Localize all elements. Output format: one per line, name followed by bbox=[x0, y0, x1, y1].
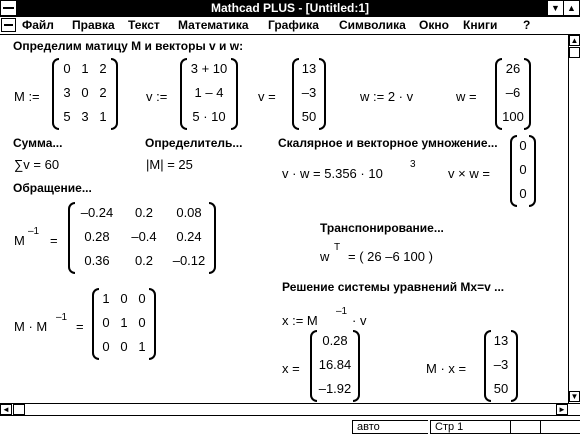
menu-file[interactable]: Файл bbox=[22, 18, 54, 32]
matrix-m-inverse: –0.24 0.2 0.08 0.28 –0.4 0.24 0.36 0.2 –0.12 bbox=[68, 202, 216, 274]
document-menu-icon[interactable] bbox=[1, 18, 16, 32]
x-eval-label: x = bbox=[282, 361, 300, 376]
minimize-icon[interactable]: ▼ bbox=[548, 1, 563, 15]
cross-product-result: 0 0 0 bbox=[510, 135, 536, 207]
menu-books[interactable]: Книги bbox=[463, 18, 498, 32]
mmi-lhs: M · M bbox=[14, 319, 48, 334]
scroll-up-icon[interactable]: ▲ bbox=[570, 36, 579, 45]
vector-v-definition: 3 + 10 1 – 4 5 · 10 bbox=[180, 58, 238, 130]
inverse-label: Обращение... bbox=[13, 181, 92, 195]
menu-text[interactable]: Текст bbox=[128, 18, 160, 32]
sum-expression: ∑v = 60 bbox=[14, 157, 60, 172]
menu-help[interactable]: ? bbox=[523, 18, 531, 32]
solve-label: Решение системы уравнений Mx=v ... bbox=[282, 280, 505, 294]
transpose-label: Транспонирование... bbox=[320, 221, 444, 235]
identity-matrix: 1 0 0 0 1 0 0 0 1 bbox=[92, 288, 156, 360]
worksheet[interactable] bbox=[0, 35, 568, 403]
scroll-down-icon[interactable]: ▼ bbox=[570, 392, 579, 401]
status-cell-empty-1 bbox=[510, 420, 540, 434]
menu-symbolics[interactable]: Символика bbox=[339, 18, 406, 32]
mx-result-vector: 13 –3 50 bbox=[484, 330, 518, 402]
mmi-superscript: –1 bbox=[56, 312, 68, 323]
maximize-icon[interactable]: ▲ bbox=[564, 1, 579, 15]
def-m-label: M := bbox=[14, 89, 40, 104]
menu-window[interactable]: Окно bbox=[419, 18, 449, 32]
vertical-scrollbar[interactable] bbox=[568, 35, 580, 403]
scroll-right-icon[interactable]: ► bbox=[556, 404, 568, 415]
status-bar bbox=[0, 416, 580, 435]
horizontal-scrollbar[interactable] bbox=[0, 403, 580, 416]
menu-math[interactable]: Математика bbox=[178, 18, 249, 32]
menu-edit[interactable]: Правка bbox=[72, 18, 115, 32]
wt-expression: = ( 26 –6 100 ) bbox=[348, 249, 433, 264]
status-cell-empty-2 bbox=[540, 420, 580, 434]
def-v-label: v := bbox=[146, 89, 168, 104]
eval-w-label: w = bbox=[456, 89, 477, 104]
eval-v-label: v = bbox=[258, 89, 276, 104]
wt-lhs: w bbox=[320, 249, 330, 264]
vector-v-result: 13 –3 50 bbox=[292, 58, 326, 130]
mmi-equals: = bbox=[76, 319, 84, 334]
minv-lhs: M bbox=[14, 233, 25, 248]
page-status: Стр 1 bbox=[430, 420, 510, 434]
def-w-expression: w := 2 · v bbox=[360, 89, 414, 104]
minv-equals: = bbox=[50, 233, 58, 248]
x-definition-tail: · v bbox=[352, 313, 367, 328]
x-definition-superscript: –1 bbox=[336, 306, 348, 317]
dot-product-expression: v · w = 5.356 · 10 bbox=[282, 166, 383, 181]
title-bar bbox=[0, 0, 580, 17]
determinant-label: Определитель... bbox=[145, 136, 243, 150]
dot-product-exponent: 3 bbox=[410, 159, 416, 170]
sum-label: Сумма... bbox=[13, 136, 63, 150]
menu-graphics[interactable]: Графика bbox=[268, 18, 319, 32]
window-title: Mathcad PLUS - [Untitled:1] bbox=[211, 1, 369, 15]
vector-w-result: 26 –6 100 bbox=[495, 58, 531, 130]
horizontal-scroll-thumb[interactable] bbox=[13, 404, 25, 415]
matrix-m: 0 1 2 3 0 2 5 3 1 bbox=[52, 58, 118, 130]
mx-eval-label: M · x = bbox=[426, 361, 467, 376]
menu-bar bbox=[0, 17, 580, 35]
x-result-vector: 0.28 16.84 –1.92 bbox=[310, 330, 360, 402]
determinant-expression: |M| = 25 bbox=[146, 157, 193, 172]
minv-superscript: –1 bbox=[28, 226, 40, 237]
calc-mode-status: авто bbox=[352, 420, 428, 434]
heading-text: Определим матицу M и векторы v и w: bbox=[13, 39, 244, 53]
product-label: Скалярное и векторное умножение... bbox=[278, 136, 498, 150]
scroll-thumb[interactable] bbox=[569, 47, 580, 58]
cross-product-label: v × w = bbox=[448, 166, 490, 181]
scroll-left-icon[interactable]: ◄ bbox=[0, 404, 12, 415]
wt-superscript: T bbox=[334, 242, 341, 253]
x-definition: x := M bbox=[282, 313, 318, 328]
